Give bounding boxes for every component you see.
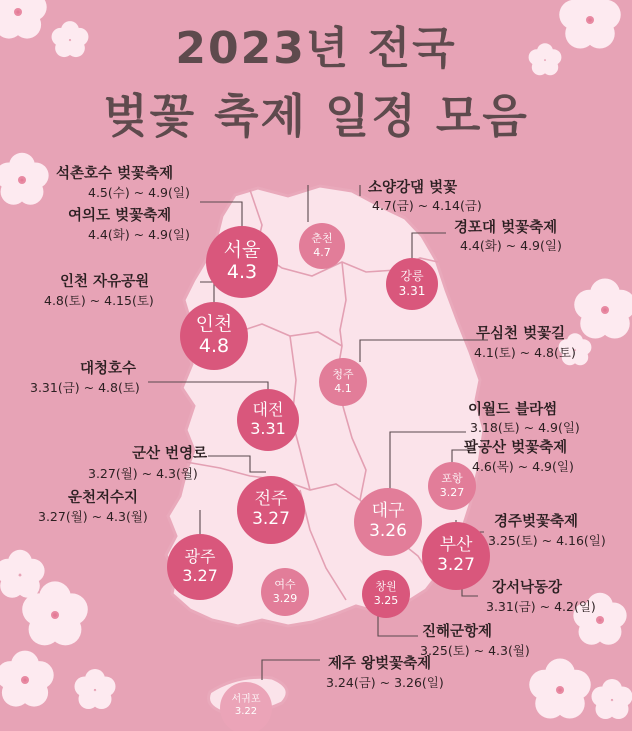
city-seogwipo: [220, 682, 272, 730]
festival-dates: 3.27(월) ~ 4.3(월): [88, 466, 198, 481]
festival-dates: 3.18(토) ~ 4.9(일): [470, 420, 580, 435]
festival-dates: 3.25(토) ~ 4.16(일): [488, 533, 606, 548]
festival-name: 팔공산 벚꽃축제: [464, 440, 568, 456]
city-name: 전주: [254, 489, 288, 510]
festival-dates: 4.5(수) ~ 4.9(일): [88, 185, 190, 200]
city-daejeon: [237, 389, 299, 451]
city-name: 포항: [441, 472, 463, 486]
city-jeonju: [237, 476, 305, 544]
festival-dates: 3.31(금) ~ 4.2(일): [486, 599, 596, 614]
festival-name: 소양강댐 벚꽃: [368, 180, 458, 196]
festival-name: 운천저수지: [68, 490, 139, 506]
festival-dates: 4.1(토) ~ 4.8(토): [474, 345, 576, 360]
city-name: 서귀포: [231, 693, 261, 705]
festival-dates: 4.6(목) ~ 4.9(일): [472, 459, 574, 474]
festival-name: 군산 번영로: [132, 446, 208, 462]
city-gangneung: [386, 258, 438, 310]
city-name: 창원: [375, 580, 397, 594]
city-date: 3.26: [369, 521, 407, 541]
city-incheon: [180, 302, 248, 370]
city-pohang: [428, 462, 476, 510]
festival-dates: 3.27(월) ~ 4.3(월): [38, 509, 148, 524]
city-name: 서울: [223, 239, 261, 262]
city-date: 4.1: [334, 382, 352, 395]
city-date: 3.27: [439, 486, 465, 499]
festival-dates: 4.4(화) ~ 4.9(일): [88, 227, 190, 242]
festival-name: 경포대 벚꽃축제: [454, 220, 558, 236]
festival-name: 진해군항제: [422, 624, 493, 640]
city-cheongju: [319, 358, 367, 406]
title-line-2: 벚꽃 축제 일정 모음: [103, 89, 529, 143]
city-name: 춘천: [311, 232, 333, 246]
festival-name: 인천 자유공원: [60, 274, 150, 290]
festival-name: 여의도 벚꽃축제: [68, 208, 172, 224]
city-date: 3.29: [272, 592, 298, 605]
title-line-1: 2023년 전국: [175, 23, 457, 74]
festival-dates: 3.31(금) ~ 4.8(토): [30, 380, 140, 395]
city-name: 대전: [252, 400, 284, 420]
city-date: 3.25: [373, 594, 399, 607]
city-date: 3.27: [182, 566, 218, 585]
festival-name: 석촌호수 벚꽃축제: [56, 166, 174, 182]
city-name: 강릉: [400, 269, 424, 284]
city-date: 4.7: [313, 246, 331, 259]
city-date: 3.31: [250, 419, 286, 438]
city-changwon: [362, 570, 410, 618]
city-date: 3.22: [234, 706, 258, 717]
city-name: 인천: [195, 313, 233, 336]
city-date: 4.3: [226, 261, 258, 283]
festival-dates: 3.25(토) ~ 4.3(월): [420, 643, 530, 658]
city-yeosu: [261, 568, 309, 616]
festival-dates: 3.24(금) ~ 3.26(일): [326, 675, 444, 690]
city-date: 3.27: [437, 555, 475, 575]
festival-name: 경주벚꽃축제: [494, 514, 579, 530]
festival-dates: 4.7(금) ~ 4.14(금): [372, 198, 482, 213]
city-name: 대구: [371, 501, 405, 522]
city-busan: [422, 522, 490, 590]
city-name: 여수: [274, 578, 296, 592]
city-date: 4.8: [198, 335, 230, 357]
city-date: 3.31: [398, 284, 426, 298]
city-gwangju: [167, 534, 233, 600]
city-name: 부산: [439, 535, 473, 556]
city-name: 청주: [332, 368, 354, 382]
festival-dates: 4.8(토) ~ 4.15(토): [44, 293, 154, 308]
festival-dates: 4.4(화) ~ 4.9(일): [460, 238, 562, 253]
festival-name: 무심천 벚꽃길: [476, 326, 566, 342]
festival-name: 강서낙동강: [492, 580, 563, 596]
city-name: 광주: [184, 547, 216, 567]
city-seoul: [206, 226, 278, 298]
city-chuncheon: [299, 223, 345, 269]
festival-name: 대청호수: [80, 361, 137, 377]
festival-name: 이월드 블라썸: [468, 402, 558, 418]
city-daegu: [354, 488, 422, 556]
city-date: 3.27: [252, 509, 290, 529]
festival-name: 제주 왕벚꽃축제: [328, 656, 432, 672]
